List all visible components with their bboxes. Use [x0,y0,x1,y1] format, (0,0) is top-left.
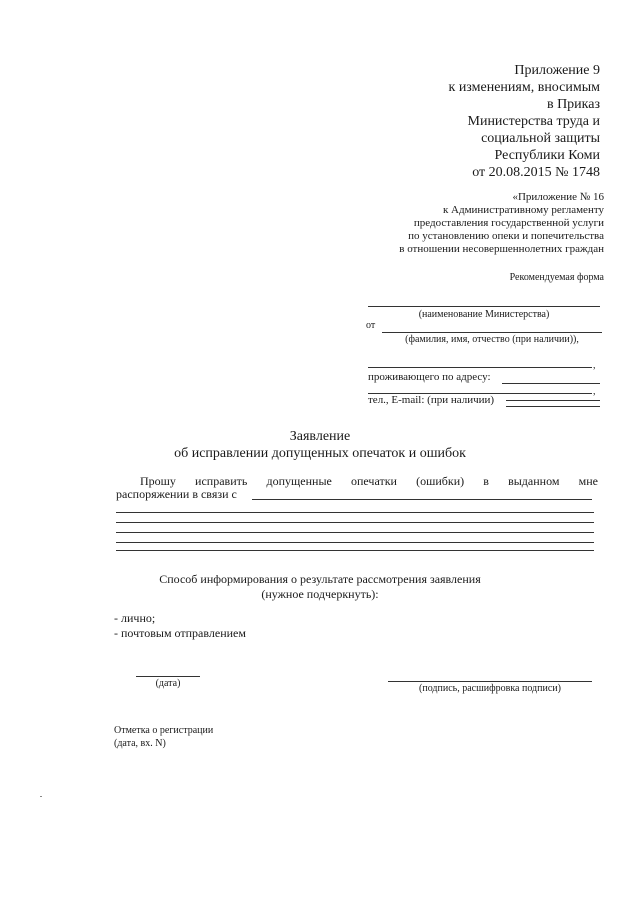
signature-caption: (подпись, расшифровка подписи) [419,683,561,694]
comma-mark: , [593,386,596,397]
phone-line-1[interactable] [506,400,600,401]
phone-line-2[interactable] [506,406,600,407]
date-line[interactable] [136,676,200,677]
option-by-mail[interactable]: - почтовым отправлением [114,626,246,640]
request-word: допущенные [266,474,332,488]
request-word: (ошибки) [416,474,465,488]
request-word: Прошу [140,474,176,488]
address-line-1[interactable] [502,383,600,384]
header-line: в Приказ [546,97,600,112]
recommended-form-label: Рекомендуемая форма [509,272,604,283]
header-line: Министерства труда и [467,114,600,129]
inform-method-hint: (нужное подчеркнуть): [261,587,379,601]
fio-caption: (фамилия, имя, отчество (при наличии)), [405,334,579,345]
appendix-header [380,62,600,181]
header-line: от 20.08.2015 № 1748 [472,165,600,180]
option-in-person[interactable]: - лично; [114,611,156,625]
header-line: Республики Коми [494,148,600,163]
reason-line-6[interactable] [116,550,594,551]
registration-hint: (дата, вх. N) [114,738,166,749]
request-word: в [483,474,489,488]
annex-line: предоставления государственной услуги [413,217,604,229]
request-word: опечатки [350,474,397,488]
reason-line-4[interactable] [116,532,594,533]
annex-line: «Приложение № 16 [512,191,604,203]
comma-mark: , [593,360,596,371]
document-subtitle: об исправлении допущенных опечаток и ошибок [174,446,466,461]
reason-line-2[interactable] [116,512,594,513]
inform-method-title: Способ информирования о результате рассмотрения заявления [159,572,481,586]
applicant-name-line[interactable] [382,332,602,333]
scan-speck [40,796,42,797]
header-line: Приложение 9 [514,63,600,78]
reason-line-1[interactable] [252,499,592,500]
applicant-extra-line[interactable] [368,367,592,368]
request-word: мне [578,474,598,488]
request-reason-label: распоряжении в связи с [116,487,237,501]
document-title: Заявление [289,429,351,444]
request-word: исправить [195,474,248,488]
header-line: социальной защиты [481,131,600,146]
annex-line: к Административному регламенту [442,204,604,216]
ministry-name-line[interactable] [368,306,600,307]
annex-line: в отношении несовершеннолетних граждан [399,243,604,255]
reason-line-3[interactable] [116,522,594,523]
reason-line-5[interactable] [116,542,594,543]
registration-label: Отметка о регистрации [114,725,214,736]
annex-header [304,191,604,256]
from-label: от [366,320,376,331]
annex-line: по установлению опеки и попечительства [408,230,604,242]
date-caption: (дата) [155,678,181,689]
header-line: к изменениям, вносимым [448,80,600,95]
request-word: выданном [508,474,560,488]
address-label: проживающего по адресу: [368,371,491,383]
signature-line[interactable] [388,681,592,682]
phone-label: тел., E-mail: (при наличии) [368,394,495,406]
ministry-caption: (наименование Министерства) [418,309,550,320]
